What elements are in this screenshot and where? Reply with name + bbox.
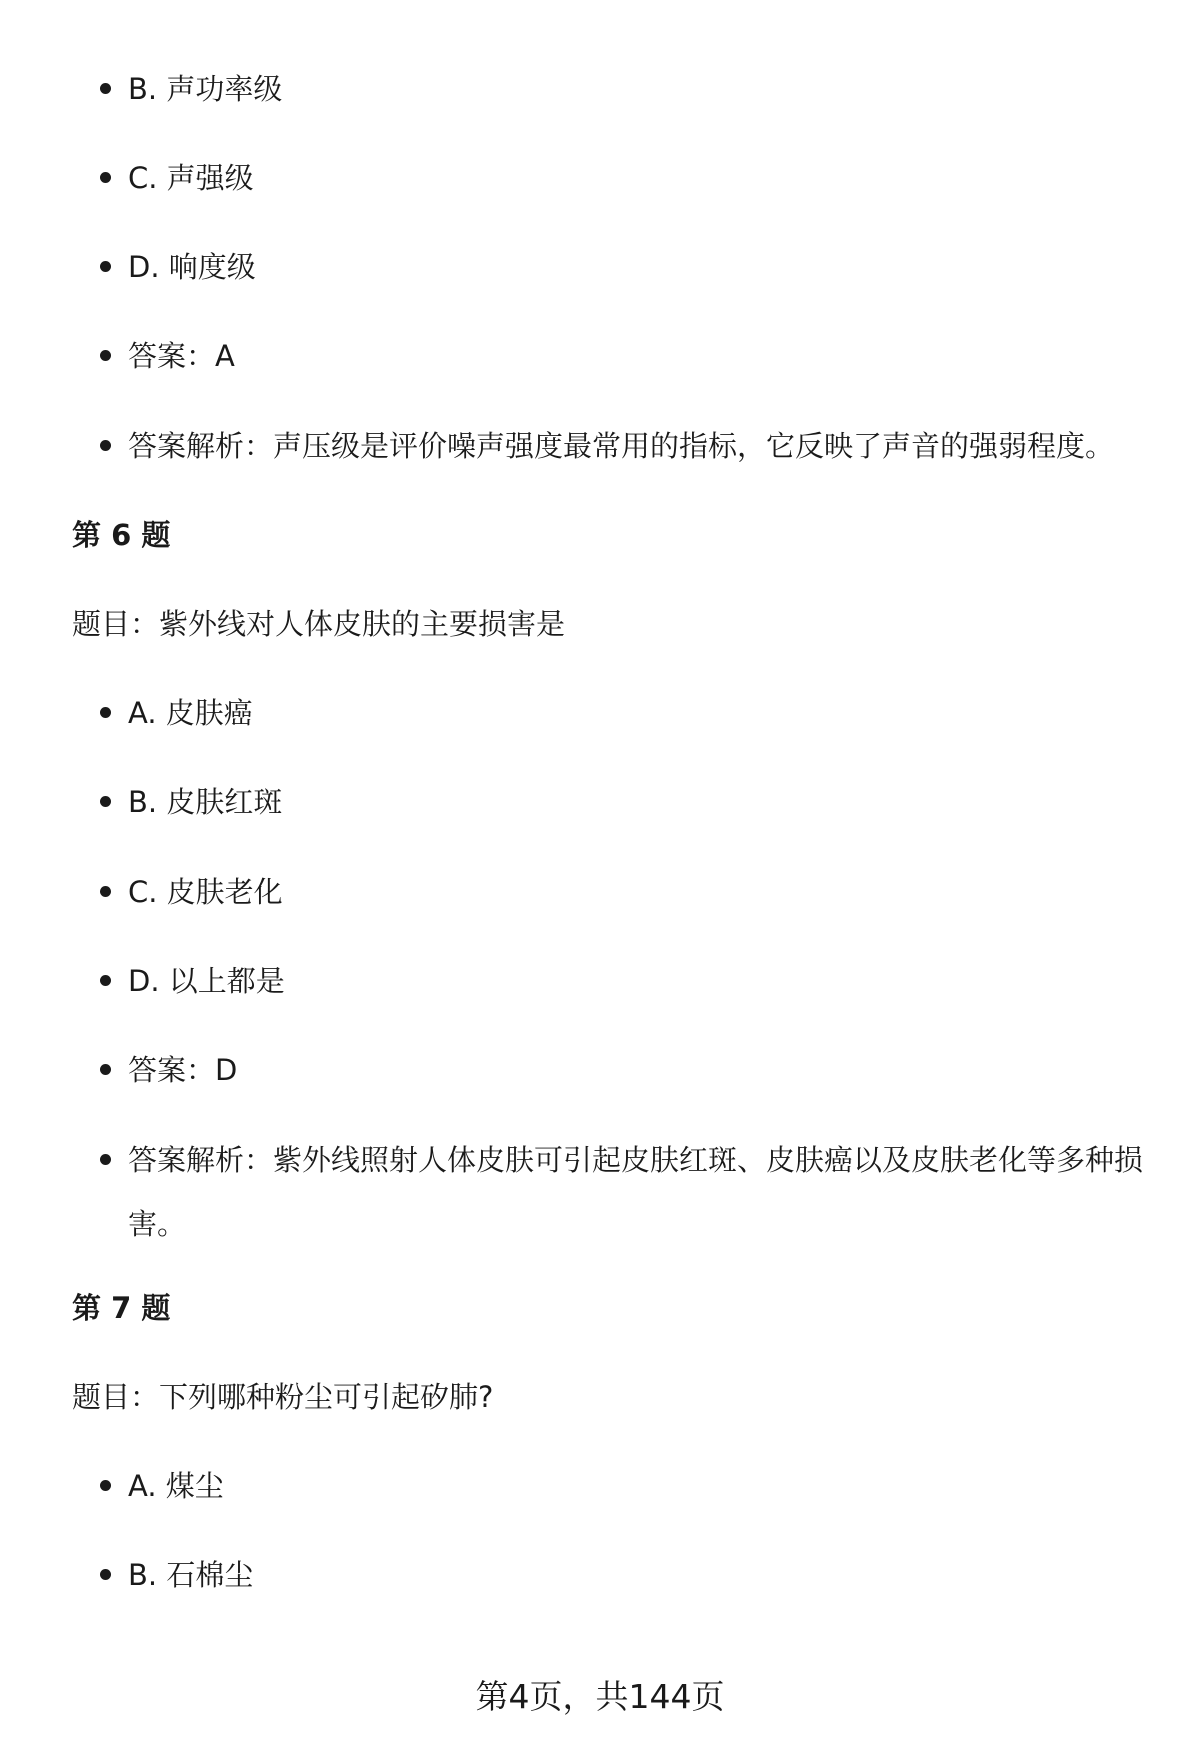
option-c: C. 皮肤老化: [128, 875, 283, 909]
page-indicator: 第4页，共144页: [475, 1677, 725, 1716]
bullet-icon: [100, 1569, 111, 1580]
question-text: 题目：紫外线对人体皮肤的主要损害是: [72, 607, 566, 641]
bullet-icon: [100, 796, 111, 807]
bullet-icon: [100, 1480, 111, 1491]
option-b: B. 皮肤红斑: [128, 785, 283, 819]
bullet-icon: [100, 172, 111, 183]
option-b: B. 声功率级: [128, 72, 283, 106]
answer-explanation: 答案解析：紫外线照射人体皮肤可引起皮肤红斑、皮肤癌以及皮肤老化等多种损害。: [128, 1143, 1144, 1241]
option-d: D. 以上都是: [128, 964, 285, 998]
bullet-icon: [100, 1154, 111, 1165]
option-b: B. 石棉尘: [128, 1558, 254, 1592]
bullet-icon: [100, 975, 111, 986]
answer-explanation: 答案解析：声压级是评价噪声强度最常用的指标，它反映了声音的强弱程度。: [128, 429, 1115, 463]
option-a: A. 煤尘: [128, 1469, 224, 1503]
bullet-icon: [100, 83, 111, 94]
question-heading: 第 7 题: [72, 1291, 171, 1325]
bullet-icon: [100, 261, 111, 272]
bullet-icon: [100, 886, 111, 897]
option-d: D. 响度级: [128, 250, 256, 284]
bullet-icon: [100, 1064, 111, 1075]
option-a: A. 皮肤癌: [128, 696, 253, 730]
answer: 答案：A: [128, 339, 235, 373]
bullet-icon: [100, 707, 111, 718]
option-c: C. 声强级: [128, 161, 254, 195]
question-text: 题目：下列哪种粉尘可引起矽肺?: [72, 1380, 494, 1414]
question-heading: 第 6 题: [72, 518, 171, 552]
bullet-icon: [100, 440, 111, 451]
answer: 答案：D: [128, 1053, 238, 1087]
bullet-icon: [100, 350, 111, 361]
